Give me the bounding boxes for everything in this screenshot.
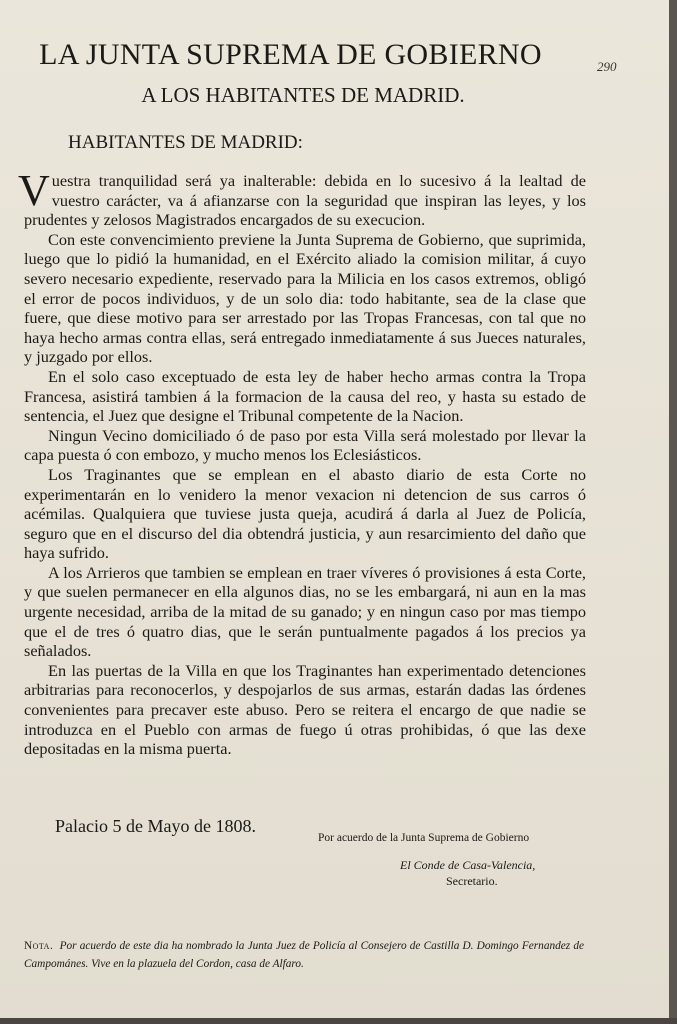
footnote <box>24 937 584 973</box>
paragraph-5: Los Traginantes que se emplean en el abasto diario de esta Corte no experimentarán en lo venidero la menor vexacion ni detencion de sus carros ó acémilas. Qualquiera que tuviese justa queja, acudirá á darla al Juez de Policía, seguro que en el discurso del dia obtendrá justicia, y aun resarcimiento del daño que haya sufrido. <box>24 464 586 563</box>
signature-intro: Por acuerdo de la Junta Suprema de Gobierno <box>318 832 530 844</box>
place-and-date: Palacio 5 de Mayo de 1808. <box>55 816 256 836</box>
proclamation-body <box>18 166 586 759</box>
drop-cap: V <box>18 166 50 215</box>
paragraph-1-text: uestra tranquilidad será ya inalterable: debida en lo sucesivo á la lealtad de vuestro carácter, va á afianzarse con la seguridad que inspiran las leyes, y los prudentes y zelosos Magistrados encargados de su execucion. <box>24 171 586 230</box>
proclamation-title: LA JUNTA SUPREMA DE GOBIERNO <box>39 38 542 71</box>
footnote-text: Por acuerdo de este dia ha nombrado la Junta Juez de Policía al Consejero de Castilla D. Domingo Fernandez de Campománes. Vive en la plazuela del Cordon, casa de Alfaro. <box>24 940 584 970</box>
signatory-name: El Conde de Casa-Valencia, <box>400 858 536 872</box>
paragraph-1 <box>18 166 586 230</box>
paragraph-7: En las puertas de la Villa en que los Traginantes han experimentado detenciones arbitrarias para reconocerlos, y despojarlos de sus armas, estarán dadas las órdenes convenientes para precaver este abuso. Pero se reitera el encargo de que nadie se introduzca en el Pueblo con armas de fuego ú otras prohibidas, ó que las dexe depositadas en la misma puerta. <box>24 660 586 759</box>
proclamation-subtitle: A LOS HABITANTES DE MADRID. <box>141 83 465 107</box>
paragraph-2: Con este convencimiento previene la Junta Suprema de Gobierno, que suprimida, luego que lo pidió la humanidad, en el Exército aliado la comision militar, á cuyo severo necesario expediente, reservado para la Milicia en los casos extremos, obligó el error de pocos individuos, y de un solo dia: todo habitante, sea de la clase que fuere, que diese motivo para ser arrestado por las Tropas Francesas, con tal que no haya hecho armas contra ellas, será entregado inmediatamente á sus Jueces naturales, y juzgado por ellos. <box>24 229 586 367</box>
scan-edge-right <box>669 0 677 1024</box>
folio-number: 290 <box>597 59 617 74</box>
paragraph-6: A los Arrieros que tambien se emplean en traer víveres ó provisiones á esta Corte, y que suelen permanecer en ella algunos dias, no se les embargará, ni aun en la mas urgente necesidad, arriba de la mitad de su ganado; y en ningun caso por mas tiempo que el de tres ó quatro dias, que le serán puntualmente pagados á los precios ya señalados. <box>24 562 586 661</box>
paragraph-4: Ningun Vecino domiciliado ó de paso por esta Villa será molestado por llevar la capa puesta ó con embozo, y mucho menos los Eclesiásticos. <box>24 425 586 465</box>
scan-edge-bottom <box>0 1018 677 1024</box>
signatory-role: Secretario. <box>446 874 498 888</box>
footnote-label: Nota. <box>24 940 54 952</box>
address-heading: HABITANTES DE MADRID: <box>68 132 303 153</box>
paragraph-3: En el solo caso exceptuado de esta ley de haber hecho armas contra la Tropa Francesa, asistirá tambien á la formacion de la causa del reo, y hasta su estado de sentencia, el Juez que designe el Tribunal competente de la Nacion. <box>24 366 586 426</box>
